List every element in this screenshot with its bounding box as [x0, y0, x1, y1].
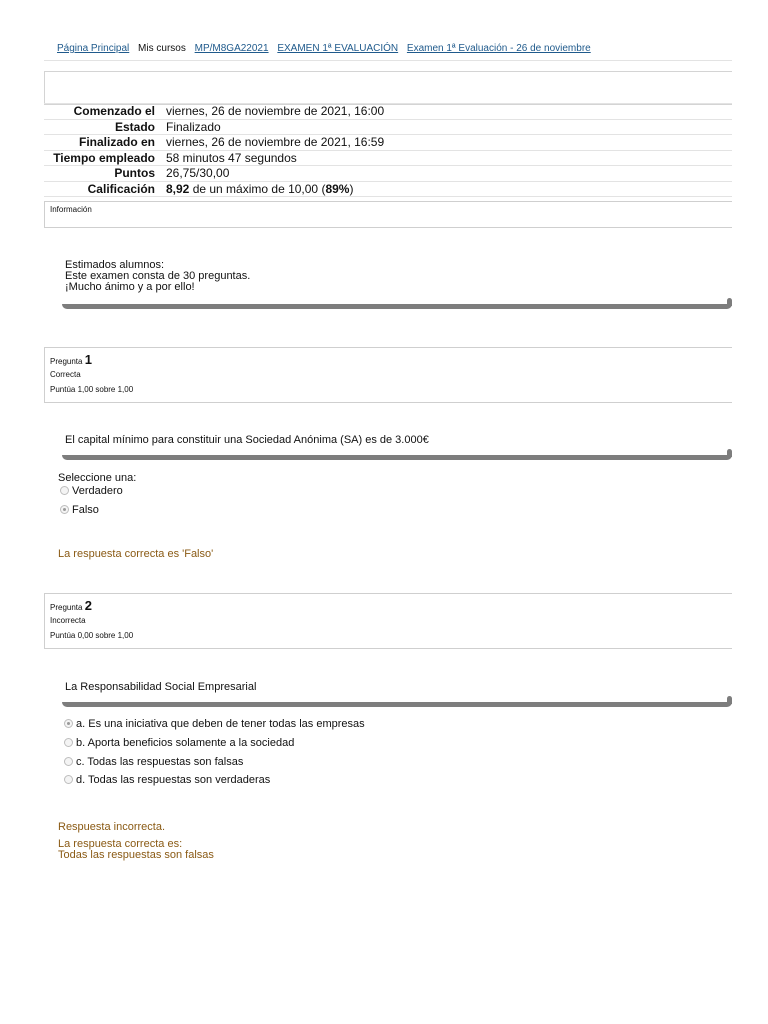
summary-row-started — [44, 103, 732, 120]
question-2-label: Pregunta — [50, 603, 83, 612]
question-1-text: El capital mínimo para constituir una Sociedad Anónima (SA) es de 3.000€ — [65, 434, 429, 446]
finished-value: viernes, 26 de noviembre de 2021, 16:59 — [166, 135, 385, 149]
radio-unchecked-icon[interactable] — [60, 486, 69, 495]
radio-unchecked-icon[interactable] — [64, 738, 73, 747]
question-1-feedback: La respuesta correcta es 'Falso' — [58, 548, 214, 560]
breadcrumb-quiz-link[interactable]: Examen 1ª Evaluación - 26 de noviembre — [406, 43, 591, 54]
summary-row-state — [44, 120, 732, 136]
question-2-feedback-correct-label: La respuesta correcta es: — [58, 838, 183, 850]
time-value: 58 minutos 47 segundos — [166, 150, 297, 165]
state-value: Finalizado — [166, 119, 221, 134]
started-value: viernes, 26 de noviembre de 2021, 16:00 — [166, 104, 385, 118]
breadcrumb-home-link[interactable]: Página Principal — [57, 43, 130, 54]
question-2-feedback-correct-answer: Todas las respuestas son falsas — [58, 849, 214, 861]
breadcrumb-course-link[interactable]: MP/M8GA22021 — [194, 43, 269, 54]
question-2-text-block — [62, 680, 732, 708]
summary-row-time — [44, 151, 732, 167]
question-1-info-box — [44, 347, 732, 403]
info-bottom-border — [62, 304, 732, 309]
question-1-prompt: Seleccione una: — [58, 472, 137, 484]
state-label: Estado — [114, 119, 155, 134]
question-1-grade: Puntúa 1,00 sobre 1,00 — [50, 385, 134, 394]
question-2-feedback-incorrect: Respuesta incorrecta. — [58, 821, 165, 833]
grade-end: ) — [349, 181, 354, 196]
question-2-state: Incorrecta — [50, 616, 86, 625]
question-2-option-d[interactable]: d. Todas las respuestas son verdaderas — [64, 774, 270, 786]
info-content — [62, 258, 732, 310]
radio-checked-icon[interactable] — [60, 505, 69, 514]
question-2-grade: Puntúa 0,00 sobre 1,00 — [50, 631, 134, 640]
question-2-text: La Responsabilidad Social Empresarial — [65, 681, 257, 693]
started-label: Comenzado el — [73, 104, 155, 118]
question-1-number-line — [50, 352, 92, 367]
question-1-option-false[interactable]: Falso — [60, 504, 99, 516]
time-label: Tiempo empleado — [53, 150, 155, 165]
points-value: 26,75/30,00 — [166, 166, 230, 180]
radio-checked-icon[interactable] — [64, 719, 73, 728]
question-2-number: 2 — [84, 598, 92, 613]
question-1-option-true[interactable]: Verdadero — [60, 485, 123, 497]
radio-unchecked-icon[interactable] — [64, 757, 73, 766]
attempt-summary-table — [44, 103, 732, 197]
question-2-option-b[interactable]: b. Aporta beneficios solamente a la sociedad — [64, 737, 294, 749]
question-1-number: 1 — [84, 352, 92, 367]
question-1-text-block — [62, 433, 732, 461]
breadcrumb-my-courses: Mis cursos — [138, 43, 186, 54]
breadcrumb — [44, 38, 732, 61]
question-2-option-a[interactable]: a. Es una iniciativa que deben de tener todas las empresas — [64, 718, 365, 730]
question-2-info-box — [44, 593, 732, 649]
radio-unchecked-icon[interactable] — [64, 775, 73, 784]
info-header-box — [44, 201, 732, 228]
info-header: Información — [50, 205, 92, 214]
summary-row-grade — [44, 182, 732, 198]
grade-value-line — [166, 182, 353, 196]
question-1-label: Pregunta — [50, 357, 83, 366]
question-1-bottom-border — [62, 455, 732, 460]
navigation-block — [44, 71, 732, 105]
breadcrumb-section-link[interactable]: EXAMEN 1ª EVALUACIÓN — [277, 43, 399, 54]
finished-label: Finalizado en — [78, 135, 155, 149]
grade-percent: 89% — [325, 181, 350, 196]
summary-row-finished — [44, 135, 732, 151]
info-line-2: Este examen consta de 30 preguntas. — [65, 270, 251, 282]
grade-label: Calificación — [87, 181, 155, 196]
grade-value: 8,92 — [166, 181, 190, 196]
question-2-number-line — [50, 598, 92, 613]
grade-middle: de un máximo de 10,00 ( — [189, 181, 326, 196]
summary-row-points — [44, 166, 732, 182]
question-1-state: Correcta — [50, 370, 81, 379]
info-line-3: ¡Mucho ánimo y a por ello! — [65, 281, 195, 293]
question-2-option-c[interactable]: c. Todas las respuestas son falsas — [64, 756, 243, 768]
points-label: Puntos — [114, 166, 155, 180]
question-2-bottom-border — [62, 702, 732, 707]
info-line-1: Estimados alumnos: — [65, 259, 165, 271]
